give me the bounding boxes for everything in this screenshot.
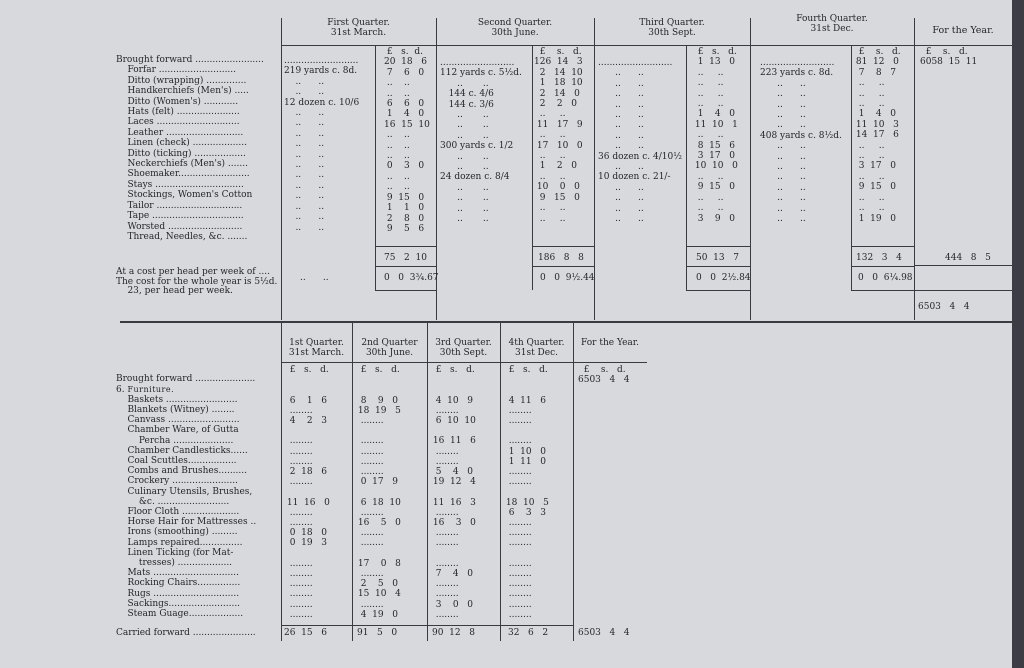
q2-amounts: £ s. d. 126 14 3 2 14 10 1 18 10 2 14 0 2 2 0 .. .. 11 17 9 .. .. 17 10 0 .. .. 1 2 0 .. .. 10 0 0 9 15 0 .. .. .. .. <box>534 47 583 224</box>
rule-h <box>375 246 436 247</box>
rule-v <box>375 45 376 290</box>
quarter-name: Fourth Quarter. <box>796 14 868 24</box>
lower-year: £ s. d. 6503 4 4 <box>578 365 630 386</box>
header-line: 30th June. <box>365 348 414 358</box>
lower-q1-total: 26 15 6 <box>284 628 327 638</box>
cost-note: At a cost per head per week of .... The cost for the whole year is 5½d. 23, per head per week. <box>116 267 278 297</box>
q3-rate: 0 0 2½.84 <box>696 273 751 283</box>
rule-h <box>375 266 436 267</box>
rule-h <box>532 246 594 247</box>
rule-h <box>914 265 1012 266</box>
q4-quantities: .......................... 223 yards c. 8d. .. .. .. .. .. .. .. .. .. .. 408 yards c. 8½d. .. .. .. .. .. .. .. .. .. .. .. .. .. .. .. .. <box>760 58 842 225</box>
rule-v <box>851 45 852 290</box>
lower-header <box>427 338 500 358</box>
rule-h <box>851 266 914 267</box>
header-line: 3rd Quarter. <box>435 338 492 348</box>
quarter-name: Second Quarter. <box>477 18 553 28</box>
lower-items: Baskets ......................... Blankets (Witney) ........ Canvass ......................... Chamber Ware, of Gutta Percha ..................... Chamber Candlesticks...... Coal Scuttles................. Combs and Brushes.......... Crockery ....................... Culinary Utensils, Brushes, &c. ......................... Floor Cloth .................... Horse Hair for Mattresses .. Irons (smoothing) ......... Lamps repaired............... Linen Ticking (for Mat- tresses) ................... Mats .............................. Rocking Chairs............... Rugs .............................. Sackings......................... Steam Guage................... <box>127 394 257 620</box>
header-line: 30th Sept. <box>439 348 488 358</box>
lower-q1: £ s. d. 6 1 6 ........ 4 2 3 ........ ........ ........ 2 18 6 ........ 11 16 0 ........ ........ 0 18 0 0 19 3 ........ ........ ........ ........ ........ ........ <box>286 365 330 620</box>
q2-quantities: .......................... 112 yards c. 5½d. .. .. 144 c. 4/6 144 c. 3/6 .. .. .. .. .. .. 300 yards c. 1/2 .. .. .. .. 24 dozen c. 8/4 .. .. .. .. .. .. .. .. <box>440 58 522 225</box>
q4-rate: 0 0 6¼.98 <box>858 273 913 283</box>
quarter-name: First Quarter. <box>327 18 390 28</box>
quarter-header <box>281 18 436 38</box>
q3-quantities: .......................... .. .. .. .. .. .. .. .. .. .. .. .. .. .. .. .. 36 dozen c. 4/10½ .. .. 10 dozen c. 21/- .. .. .. .. .. .. .. .. <box>598 58 682 225</box>
header-line: 1st Quarter. <box>289 338 344 348</box>
q2-total: 186 8 8 <box>538 253 584 263</box>
rule-h <box>851 246 914 247</box>
lower-item-list <box>116 354 256 619</box>
quarter-header <box>436 18 594 38</box>
rule-h <box>532 266 594 267</box>
header-line: 31st Dec. <box>515 348 558 358</box>
rule-h <box>914 290 1012 291</box>
rule-h <box>281 45 1012 46</box>
rule-h <box>375 290 436 291</box>
rule-h <box>686 266 750 267</box>
rule-h <box>281 362 647 363</box>
lower-year-total: 6503 4 4 <box>578 628 630 638</box>
q1-rate-dots: .. .. <box>300 273 329 283</box>
q1-amounts: £ s. d. 20 18 6 7 6 0 .. .. .. .. 6 6 0 1 4 0 16 15 10 .. .. .. .. .. .. 0 3 0 .. .. .. .. 9 15 0 1 1 0 2 8 0 9 5 6 <box>384 47 430 234</box>
q3-amounts: £ s. d. 1 13 0 .. .. .. .. .. .. .. .. 1 4 0 11 10 1 .. .. 8 15 6 3 17 0 10 10 0 .. .. 9 15 0 .. .. .. .. 3 9 0 <box>694 47 738 224</box>
quarter-date: 30th Sept. <box>648 28 696 38</box>
quarter-date: 30th June. <box>491 28 539 38</box>
lower-q4: £ s. d. 4 11 6 ........ ........ ........ 1 10 0 1 11 0 ........ ........ 18 10 5 6 3 3 ........ ........ ........ ........ ........ ........ ........ ........ ........ <box>505 365 549 620</box>
year-header: For the Year. <box>932 25 994 36</box>
lower-header <box>352 338 427 358</box>
q2-rate: 0 0 9½.44 <box>540 273 595 283</box>
lower-header <box>281 338 352 358</box>
header-line: 31st March. <box>288 348 345 358</box>
year-grand-total: 6503 4 4 <box>918 302 970 312</box>
quarter-header <box>594 18 750 38</box>
rule-h <box>686 246 750 247</box>
page-edge-shadow <box>1012 0 1024 668</box>
lower-q3: £ s. d. 4 10 9 ........ 6 10 10 16 11 6 ........ ........ 5 4 0 19 12 4 11 16 3 ........ 16 3 0 ........ ........ ........ 7 4 0 ........ ........ 3 0 0 ........ <box>432 365 476 620</box>
rule-h <box>851 290 914 291</box>
q1-total: 75 2 10 <box>384 253 427 263</box>
rule-v <box>500 323 501 641</box>
lower-q4-total: 32 6 2 <box>508 628 549 638</box>
year-amounts: £ s. d. 6058 15 11 <box>920 47 978 68</box>
q4-total: 132 3 4 <box>856 253 902 263</box>
section-divider <box>120 321 1012 323</box>
q3-total: 50 13 7 <box>696 253 739 263</box>
year-subtotal: 444 8 5 <box>945 253 991 263</box>
quarter-header <box>750 14 914 34</box>
q1-quantities: .......................... 219 yards c. 8d. .. .. .. .. 12 dozen c. 10/6 .. .. .. .. .. .. .. .. .. .. .. .. .. .. .. .. .. .. .. .. .. .. .. .. <box>284 56 360 233</box>
section-title: Furniture. <box>127 384 175 394</box>
rule-h <box>686 290 750 291</box>
header-line: 4th Quarter. <box>508 338 565 348</box>
rule-v <box>573 323 574 641</box>
rule-v <box>686 45 687 290</box>
lower-q3-total: 90 12 8 <box>432 628 475 638</box>
header-line: 2nd Quarter <box>361 338 418 348</box>
rule-v <box>532 45 533 290</box>
rule-v <box>427 323 428 641</box>
rule-v <box>281 18 282 320</box>
lower-q2: £ s. d. 8 9 0 18 19 5 ........ ........ ........ ........ ........ 0 17 9 6 18 10 ........ 16 5 0 ........ ........ 17 0 8 ........ 2 5 0 15 10 4 ........ 4 19 0 <box>357 365 401 620</box>
lower-q2-total: 91 5 0 <box>357 628 398 638</box>
item-list: Brought forward ........................ Forfar ........................... Ditto (wrapping) .............. Handkerchiefs (Men's) ..... Ditto (Women's) ............ Hats (felt) ...................... Laces ............................. Leather ........................... Linen (check) ................... Ditto (ticking) .................. Neckerchiefs (Men's) ....... Shoemaker......................... Stays ............................... Stockings, Women's Cotton Tailor .............................. Tape ................................ Worsted .......................... Thread, Needles, &c. ....... <box>116 55 264 242</box>
rule-v <box>352 323 353 641</box>
rule-v <box>914 18 915 320</box>
q1-rate: 0 0 3¾.67 <box>384 273 439 283</box>
carried-forward-label: Carried forward ...................... <box>116 628 256 638</box>
quarter-name: Third Quarter. <box>639 18 705 28</box>
quarter-date: 31st Dec. <box>810 24 854 34</box>
rule-v <box>281 323 282 641</box>
lower-items-head: Brought forward ..................... 6. <box>116 374 256 395</box>
lower-header <box>500 338 573 358</box>
lower-year-header: For the Year. <box>581 338 639 348</box>
q4-amounts: £ s. d. 81 12 0 7 8 7 .. .. .. .. .. .. 1 4 0 11 10 3 14 17 6 .. .. .. .. 3 17 0 .. .. 9 15 0 .. .. .. .. 1 19 0 <box>855 47 901 224</box>
quarter-date: 31st March. <box>330 28 387 38</box>
rule-h <box>281 625 573 626</box>
